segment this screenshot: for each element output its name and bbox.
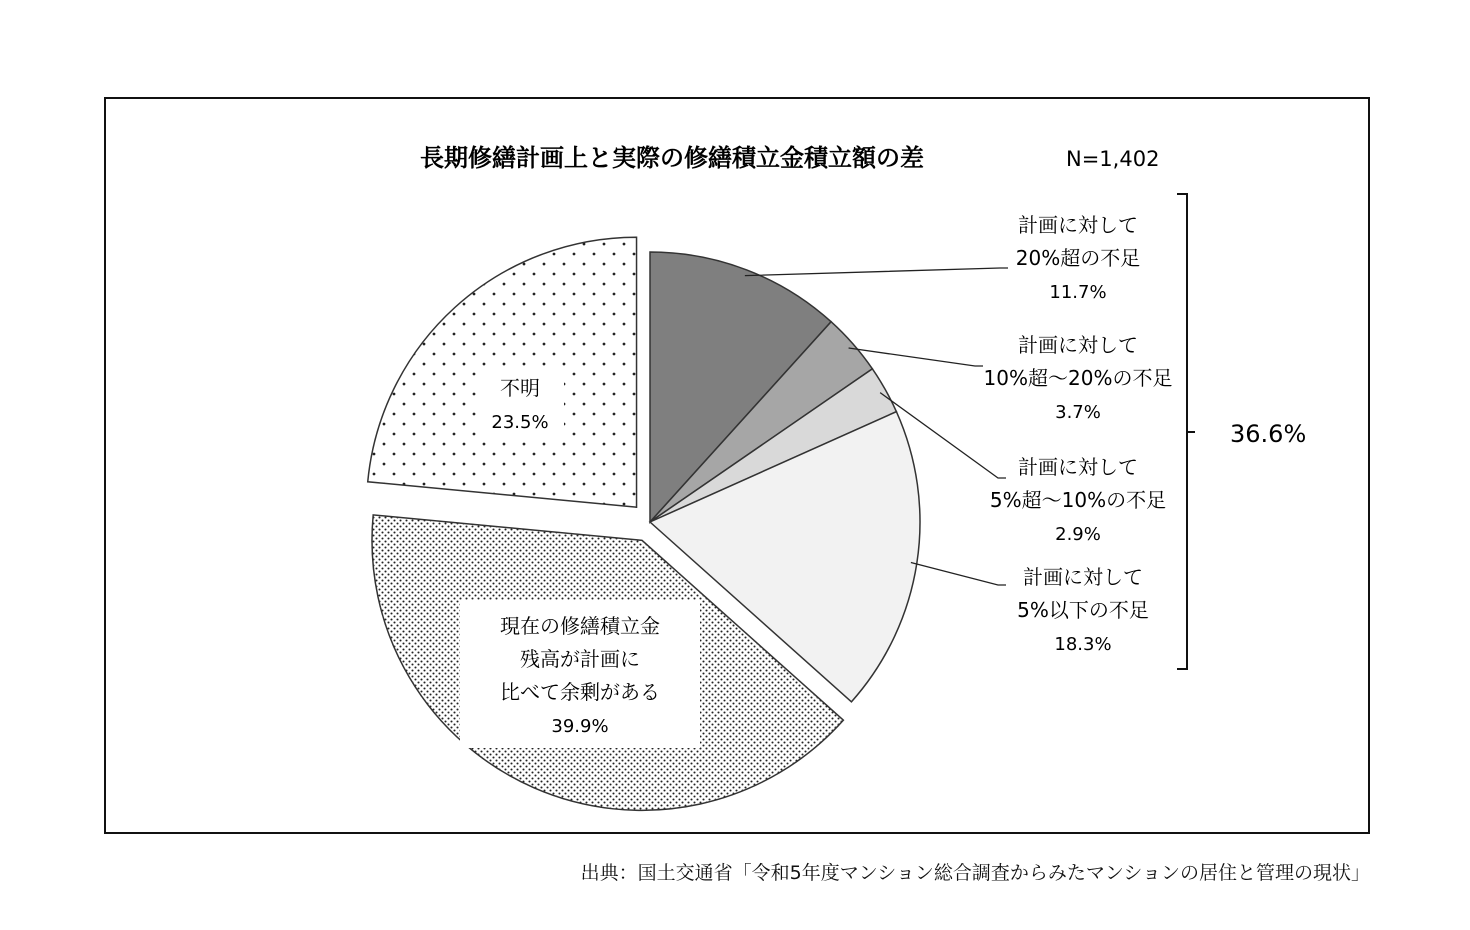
chart-title: 長期修繕計画上と実際の修繕積立金積立額の差 <box>420 144 924 172</box>
slice-value-label: 23.5% <box>491 412 549 433</box>
sample-size: N=1,402 <box>1066 147 1160 171</box>
slice-category-label: 10%超～20%の不足 <box>983 366 1173 390</box>
slice-value-label: 39.9% <box>551 716 609 737</box>
slice-category-label: 現在の修繕積立金 <box>500 614 660 638</box>
leader-line <box>745 268 1008 276</box>
slice-category-label: 不明 <box>500 376 540 400</box>
slice-category-label: 5%超～10%の不足 <box>989 488 1167 512</box>
slice-value-label: 2.9% <box>1055 524 1101 545</box>
slice-value-label: 18.3% <box>1054 634 1112 655</box>
slice-category-label: 20%超の不足 <box>1015 246 1141 270</box>
slice-category-label: 計画に対して <box>1023 565 1143 589</box>
bracket <box>1177 194 1195 669</box>
slice-category-label: 5%以下の不足 <box>1017 598 1149 622</box>
slice-value-label: 3.7% <box>1055 402 1101 423</box>
leader-line <box>911 562 1006 585</box>
slice-category-label: 計画に対して <box>1018 455 1138 479</box>
slice-category-label: 計画に対して <box>1018 333 1138 357</box>
slice-category-label: 残高が計画に <box>520 647 640 671</box>
slice-value-label: 11.7% <box>1049 282 1107 303</box>
slice-category-label: 計画に対して <box>1018 213 1138 237</box>
source-note: 出典：国土交通省「令和5年度マンション総合調査からみたマンションの居住と管理の現状」 <box>580 862 1370 884</box>
bracket-total-label: 36.6% <box>1230 420 1307 448</box>
slice-category-label: 比べて余剰がある <box>500 680 660 704</box>
